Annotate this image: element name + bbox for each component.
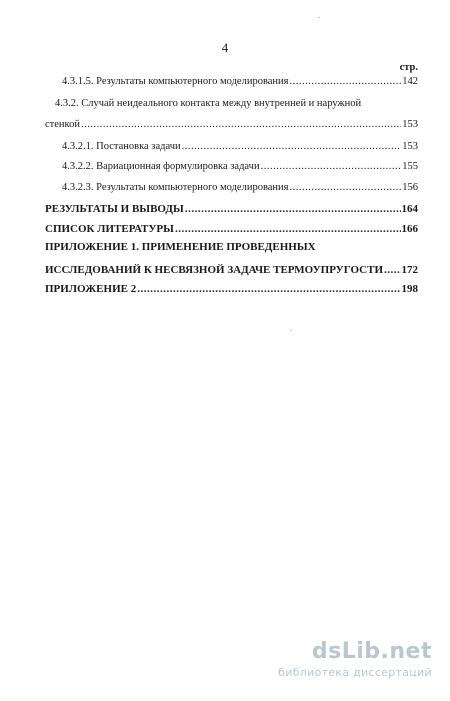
toc-entry-references [45,222,418,236]
toc-entry-appendix-1 [45,263,418,277]
toc-entry-page: 164 [401,203,418,215]
toc-dot-leader [384,263,400,277]
watermark [278,640,432,679]
toc-entry-title: 4.3.2.2. Вариационная формулировка задачи [62,161,260,172]
toc-entry-title: СПИСОК ЛИТЕРАТУРЫ [45,223,174,235]
toc-entry-page: 156 [402,182,418,193]
watermark-tagline: библиотека диссертаций [278,666,432,679]
scan-speck [318,17,320,18]
toc-entry-4-3-1-5 [62,75,418,89]
toc-entry-page: 166 [401,223,418,235]
toc-entry-page: 155 [402,161,418,172]
toc-entry-title: ПРИЛОЖЕНИЕ 2 [45,283,137,295]
toc-entry-title: 4.3.2.1. Постановка задачи [62,141,181,152]
toc-dot-leader [290,181,402,195]
toc-dot-leader [261,160,402,174]
page-number: 4 [221,40,229,55]
toc-entry-4-3-2-line1: 4.3.2. Случай неидеального контакта между внутренней и наружной [55,98,362,109]
toc-entry-page: 172 [401,264,418,276]
toc-entry-4-3-2-2 [62,160,418,174]
toc-entry-page: 153 [402,119,418,130]
toc-entry-page: 153 [402,141,418,152]
toc-dot-leader [137,282,400,296]
toc-dot-leader [175,222,401,236]
toc-entry-title: ИССЛЕДОВАНИЙ К НЕСВЯЗНОЙ ЗАДАЧЕ ТЕРМОУПРУГОСТИ [45,264,384,276]
scan-speck [290,330,292,331]
toc-entry-appendix-1-line1: ПРИЛОЖЕНИЕ 1. ПРИМЕНЕНИЕ ПРОВЕДЕННЫХ [45,241,316,253]
toc-entry-page: 198 [401,283,418,295]
toc-entry-results [45,202,418,216]
watermark-logo: dsLib.net [311,639,432,664]
toc-entry-page: 142 [402,76,418,87]
toc-entry-appendix-2 [45,282,418,296]
toc-dot-leader [81,118,401,132]
toc-entry-4-3-2 [45,118,418,132]
toc-entry-title: 4.3.1.5. Результаты компьютерного моделирования [62,76,289,87]
toc-dot-leader [185,202,401,216]
toc-entry-4-3-2-1 [62,140,418,154]
toc-entry-title: 4.3.2.3. Результаты компьютерного моделирования [62,182,289,193]
toc-dot-leader [290,75,402,89]
toc-entry-4-3-2-3 [62,181,418,195]
page-column-label: стр. [399,62,418,73]
toc-entry-title: РЕЗУЛЬТАТЫ И ВЫВОДЫ [45,203,184,215]
toc-entry-title: стенкой [45,119,80,130]
toc-dot-leader [182,140,402,154]
